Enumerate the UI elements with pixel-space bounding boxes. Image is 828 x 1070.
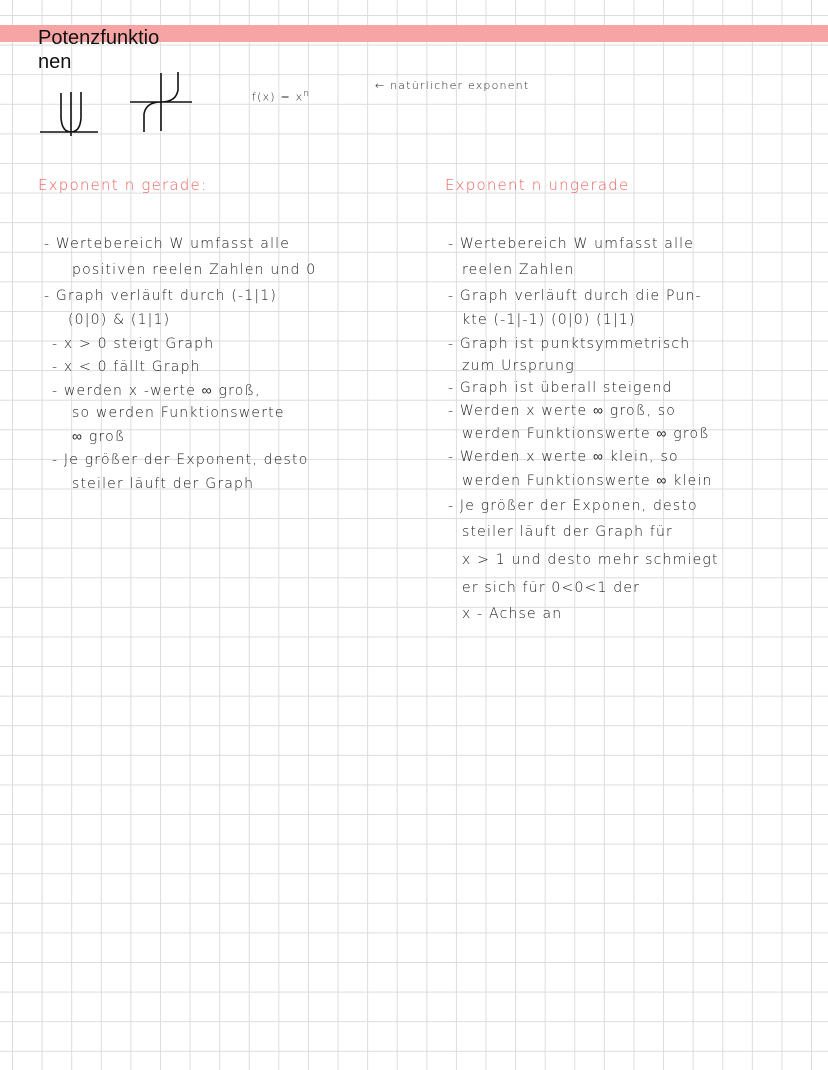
note-line: - Je größer der Exponent, desto: [52, 452, 309, 468]
note-line: - Werden x werte ∞ groß, so: [448, 403, 677, 419]
note-line: kte (-1|-1) (0|0) (1|1): [462, 312, 636, 328]
left-heading: Exponent n gerade:: [38, 176, 208, 194]
note-line: - Graph ist überall steigend: [448, 380, 673, 396]
note-line: - Wertebereich W umfasst alle: [448, 236, 695, 252]
note-line: - Wertebereich W umfasst alle: [44, 236, 291, 252]
note-line: x > 1 und desto mehr schmiegt: [462, 552, 719, 568]
note-line: zum Ursprung: [462, 358, 575, 374]
note-line: - x < 0 fällt Graph: [52, 359, 201, 375]
note-line: werden Funktionswerte ∞ groß: [462, 426, 710, 442]
note-line: steiler läuft der Graph: [72, 476, 255, 492]
note-line: (0|0) & (1|1): [68, 312, 171, 328]
even-power-graph-sketch: [36, 70, 106, 140]
note-line: - Graph ist punktsymmetrisch: [448, 336, 691, 352]
note-line: steiler läuft der Graph für: [462, 524, 674, 540]
formula: $f(x) = x^n$: [252, 88, 311, 104]
note-line: positiven reelen Zahlen und 0: [72, 262, 317, 278]
page-title: Potenzfunktio nen: [38, 27, 160, 73]
note-line: reelen Zahlen: [462, 262, 575, 278]
note-line: - Je größer der Exponen, desto: [448, 498, 698, 514]
note-line: ∞ groß: [72, 429, 126, 445]
note-line: - werden x -werte ∞ groß,: [52, 383, 261, 399]
note-line: - Graph verläuft durch die Pun-: [448, 288, 702, 304]
note-line: - Werden x werte ∞ klein, so: [448, 449, 679, 465]
note-line: - x > 0 steigt Graph: [52, 336, 215, 352]
note-line: werden Funktionswerte ∞ klein: [462, 473, 713, 489]
note-line: - Graph verläuft durch (-1|1): [44, 288, 278, 304]
note-line: er sich für 0<0<1 der: [462, 580, 641, 596]
odd-power-graph-sketch: [128, 70, 198, 140]
note-line: x - Achse an: [462, 606, 563, 622]
note-line: so werden Funktionswerte: [72, 405, 285, 421]
formula-note: ← natürlicher exponent: [375, 79, 530, 92]
right-heading: Exponent n ungerade: [445, 176, 630, 194]
